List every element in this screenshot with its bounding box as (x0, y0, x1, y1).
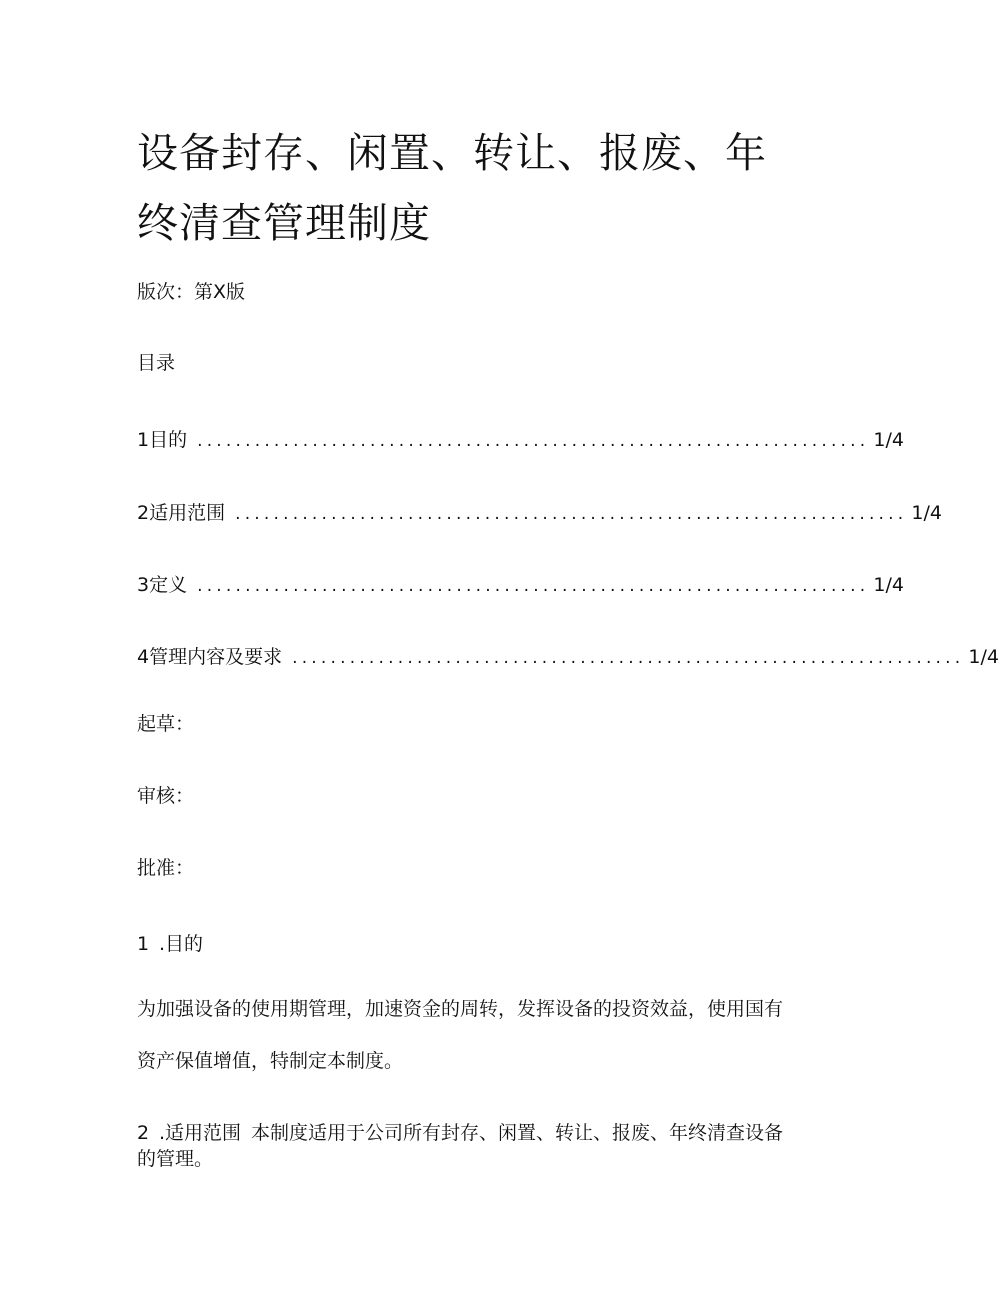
toc-entry-page: 1/4 (873, 429, 904, 451)
signoff-draft: 起草： (137, 713, 195, 735)
toc-entry-label: 1目的 (137, 429, 188, 451)
toc-entry-scope[interactable] (137, 500, 942, 526)
toc-entry-definition[interactable] (137, 572, 904, 598)
toc-leader-dots: ...................................................................... (292, 648, 965, 668)
toc-leader-dots: ...................................................................... (197, 431, 870, 451)
toc-heading: 目录 (137, 352, 176, 374)
toc-leader-dots: ...................................................................... (235, 504, 908, 524)
toc-entry-label: 2适用范围 (137, 502, 226, 524)
toc-entry-label: 3定义 (137, 574, 188, 596)
version-label: 版次：第X版 (137, 281, 246, 303)
toc-entry-requirements[interactable] (137, 644, 999, 670)
document-title: 设备封存、闲置、转让、报废、年终清查管理制度 (137, 129, 767, 247)
section-number: 2 (137, 1122, 150, 1144)
toc-entry-page: 1/4 (873, 574, 904, 596)
toc-entry-page: 1/4 (911, 502, 942, 524)
section-title: .目的 (159, 933, 204, 955)
signoff-review: 审核： (137, 785, 195, 807)
section-body-scope: 本制度适用于公司所有封存、闲置、转让、报废、年终清查设备的管理。 (137, 1122, 784, 1170)
section-heading-purpose (137, 931, 203, 957)
signoff-approve: 批准： (137, 857, 195, 879)
section-title: .适用范围 (159, 1122, 242, 1144)
toc-entry-label: 4管理内容及要求 (137, 646, 283, 668)
toc-entry-purpose[interactable] (137, 427, 904, 453)
toc-entry-page: 1/4 (968, 646, 999, 668)
section-body-purpose: 为加强设备的使用期管理，加速资金的周转，发挥设备的投资效益，使用国有资产保值增值，特制定本制度。 (137, 998, 784, 1072)
section-number: 1 (137, 933, 150, 955)
toc-leader-dots: ...................................................................... (197, 576, 870, 596)
section-scope (137, 1120, 797, 1172)
